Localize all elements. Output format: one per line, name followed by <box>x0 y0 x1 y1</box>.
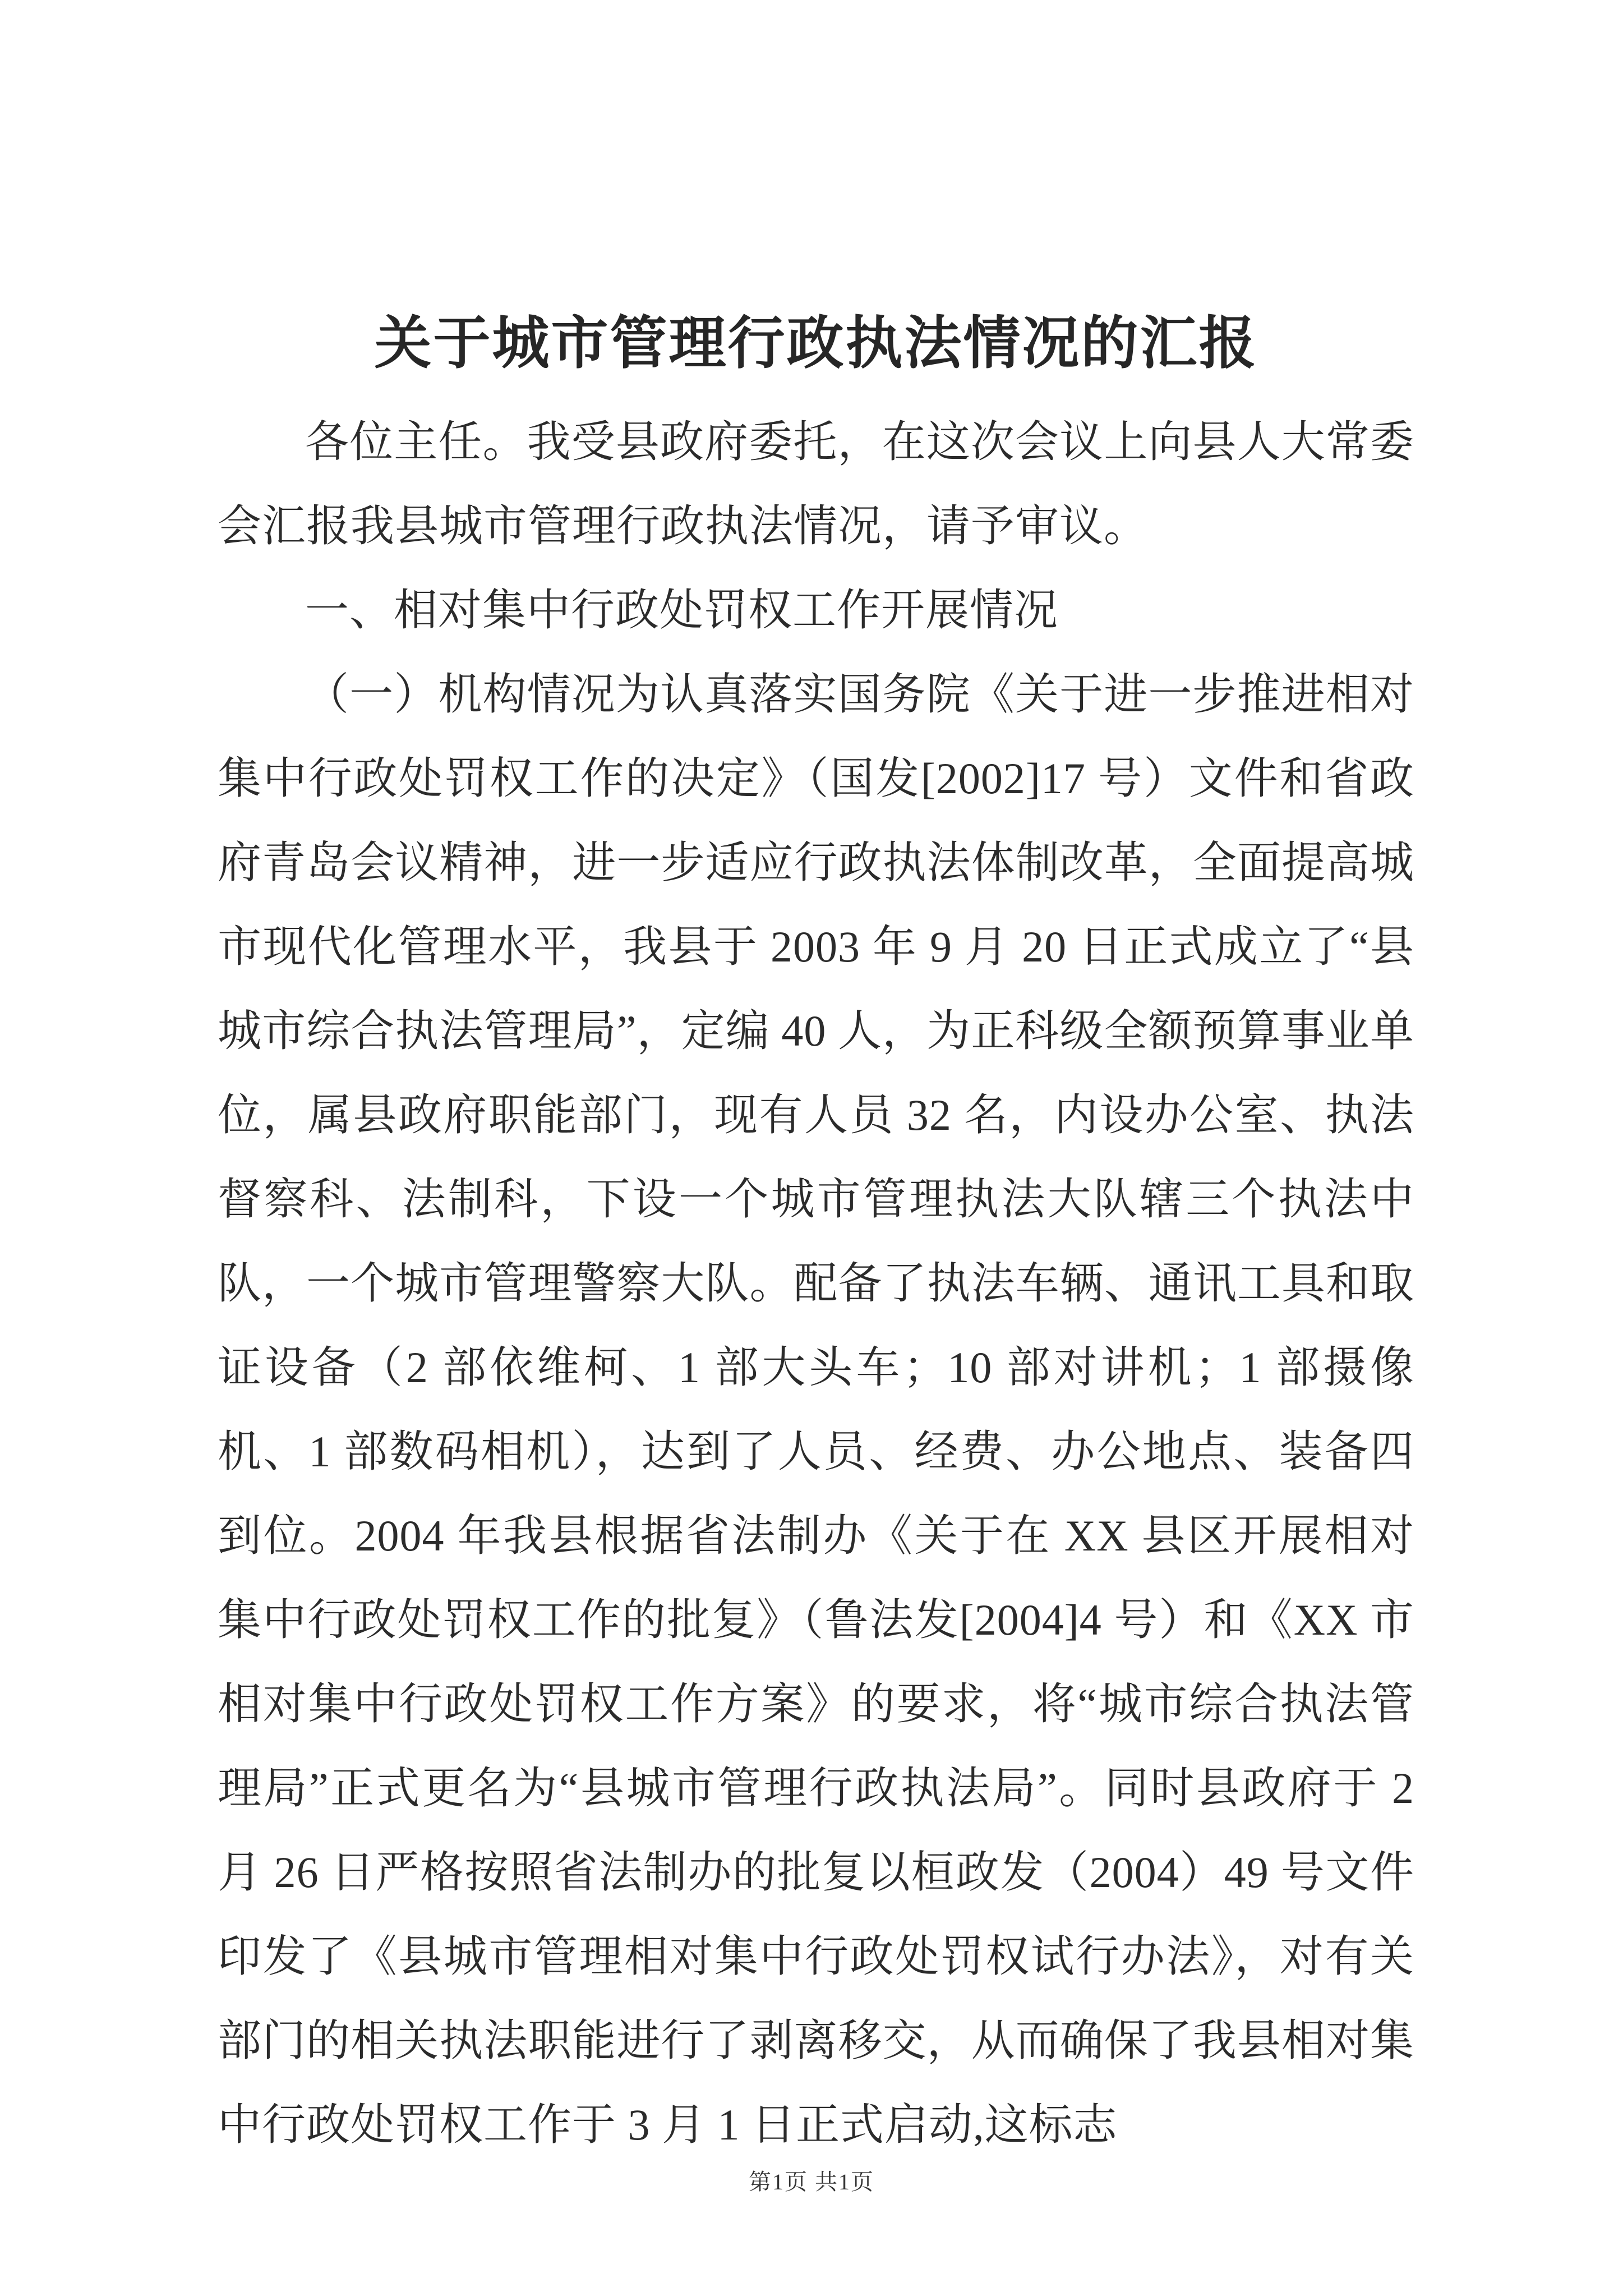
document-title: 关于城市管理行政执法情况的汇报 <box>374 312 1258 376</box>
paragraph-intro: 各位主任。我受县政府委托，在这次会议上向县人大常委会汇报我县城市管理行政执法情况，请予审议。 <box>218 417 1414 550</box>
page-number-footer: 第1页 共1页 <box>749 2169 874 2194</box>
paragraph-section-heading: 一、相对集中行政处罚权工作开展情况 <box>305 585 1059 634</box>
paragraph-section-content: （一）机构情况为认真落实国务院《关于进一步推进相对集中行政处罚权工作的决定》（国发[2002]17 号）文件和省政府青岛会议精神，进一步适应行政执法体制改革，全面提高城市现代化管理水平，我县于 2003 年 9 月 20 日正式成立了“县城市综合执法管理局”，定编 40 人，为正科级全额预算事业单位，属县政府职能部门，现有人员 32 名，内设办公室、执法督察科、法制科，下设一个城市管理执法大队辖三个执法中队，一个城市管理警察大队。配备了执法车辆、通讯工具和取证设备（2 部依维柯、1 部大头车；10 部对讲机；1 部摄像机、1 部数码相机），达到了人员、经费、办公地点、装备四到位。2004 年我县根据省法制办《关于在 XX 县区开展相对集中行政处罚权工作的批复》（鲁法发[2004]4 号）和《XX 市相对集中行政处罚权工作方案》的要求，将“城市综合执法管理局”正式更名为“县城市管理行政执法局”。同时县政府于 2 月 26 日严格按照省法制办的批复以桓政发（2004）49 号文件印发了《县城市管理相对集中行政处罚权试行办法》，对有关部门的相关执法职能进行了剥离移交，从而确保了我县相对集中行政处罚权工作于 3 月 1 日正式启动,这标志 <box>218 669 1414 2149</box>
document-body <box>218 400 1414 2167</box>
